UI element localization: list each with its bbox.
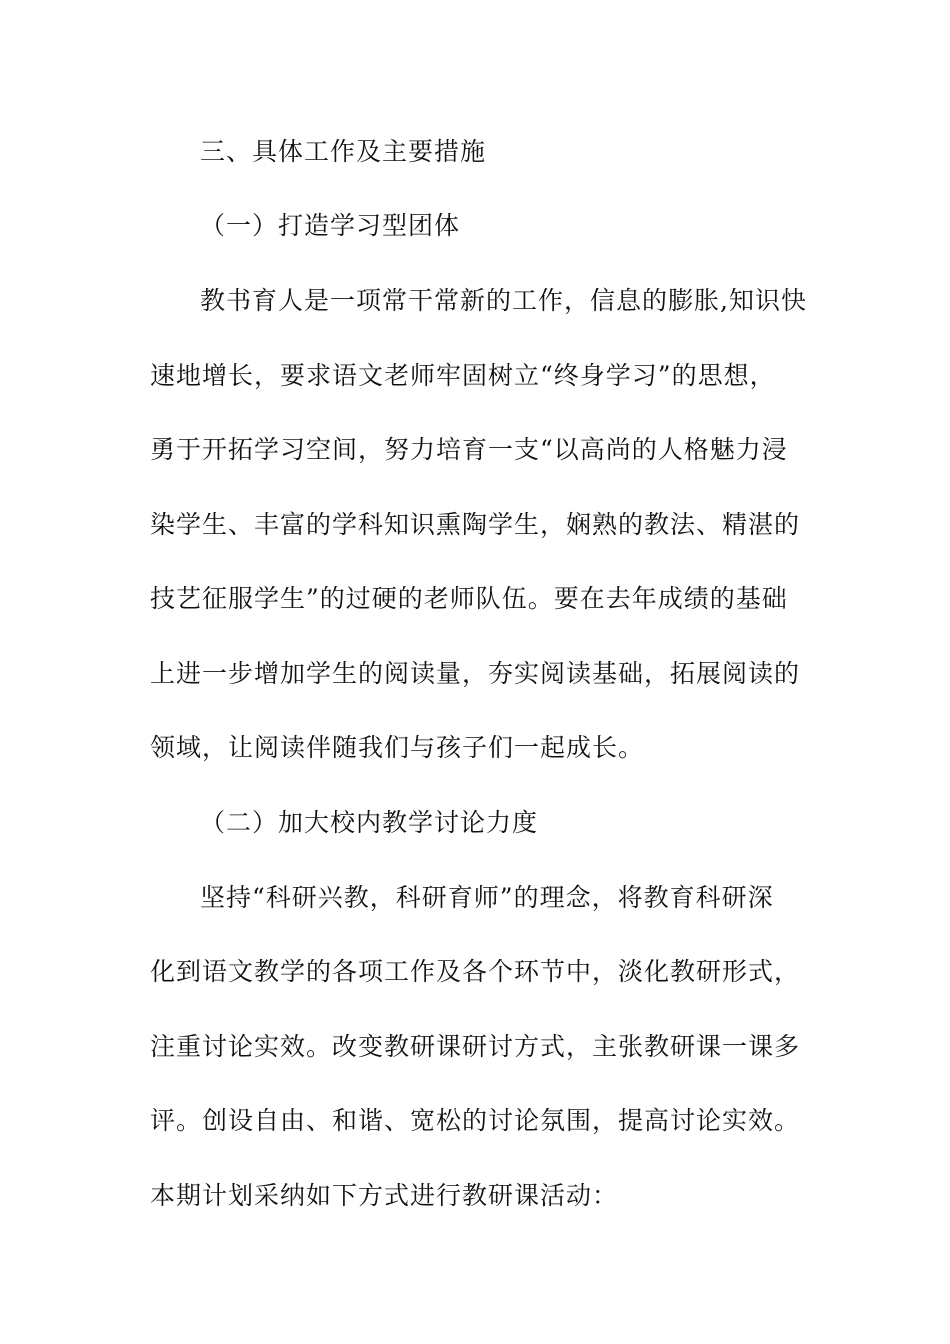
paragraph-line: 勇于开拓学习空间，努力培育一支“以高尚的人格魅力浸 xyxy=(150,435,788,464)
subsection-heading-2: （二）加大校内教学讨论力度 xyxy=(200,808,539,837)
paragraph-line: 染学生、丰富的学科知识熏陶学生，娴熟的教法、精湛的 xyxy=(150,510,801,539)
paragraph-line: 速地增长，要求语文老师牢固树立“终身学习”的思想， xyxy=(150,361,776,390)
paragraph-line: 评。创设自由、和谐、宽松的讨论氛围，提高讨论实效。 xyxy=(150,1106,801,1135)
paragraph-line: 本期计划采纳如下方式进行教研课活动： xyxy=(150,1181,619,1210)
paragraph-line: 坚持“科研兴教，科研育师”的理念，将教育科研深 xyxy=(200,883,774,912)
subsection-heading-1: （一）打造学习型团体 xyxy=(200,211,461,240)
paragraph-line: 技艺征服学生”的过硬的老师队伍。要在去年成绩的基础 xyxy=(150,584,788,613)
paragraph-line: 领域，让阅读伴随我们与孩子们一起成长。 xyxy=(150,733,645,762)
section-heading: 三、具体工作及主要措施 xyxy=(200,137,487,166)
paragraph-line: 注重讨论实效。改变教研课研讨方式，主张教研课一课多 xyxy=(150,1032,801,1061)
paragraph-line: 化到语文教学的各项工作及各个环节中，淡化教研形式， xyxy=(150,957,801,986)
paragraph-line: 上进一步增加学生的阅读量，夯实阅读基础，拓展阅读的 xyxy=(150,659,801,688)
paragraph-line: 教书育人是一项常干常新的工作，信息的膨胀,知识快 xyxy=(200,286,807,315)
